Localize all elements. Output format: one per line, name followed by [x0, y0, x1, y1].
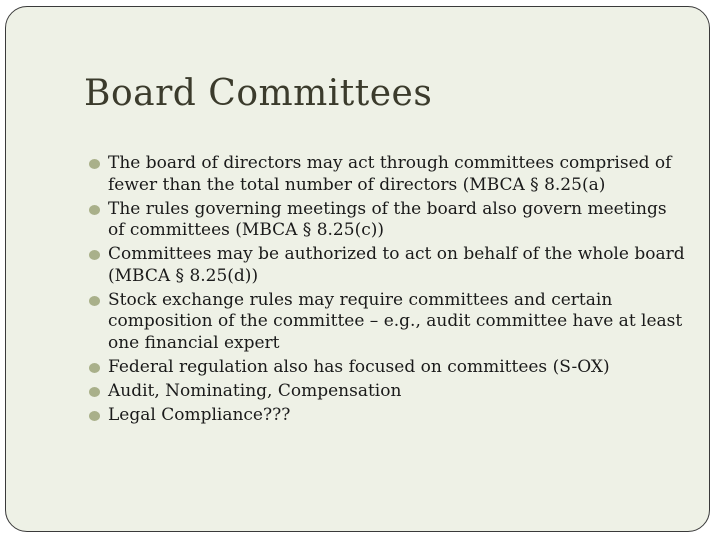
bullet-text: Stock exchange rules may require committees and certain composition of the committee – e.g., audit committee have at least one financial expert — [108, 289, 683, 353]
bullet-dot-icon — [89, 363, 100, 373]
bullet-dot-icon — [89, 159, 100, 169]
bullet-item — [88, 244, 688, 287]
slide — [5, 6, 710, 532]
bullet-dot-icon — [89, 387, 100, 397]
bullet-text: The rules governing meetings of the board also govern meetings of committees (MBCA § 8.25(c)) — [108, 198, 667, 240]
bullet-item — [88, 290, 688, 355]
bullet-list — [88, 153, 688, 429]
bullet-dot-icon — [89, 411, 100, 421]
bullet-item — [88, 199, 688, 242]
bullet-text: Federal regulation also has focused on committees (S-OX) — [108, 356, 610, 377]
bullet-item — [88, 405, 688, 427]
bullet-item — [88, 381, 688, 403]
bullet-text: The board of directors may act through committees comprised of fewer than the total number of directors (MBCA § 8.25(a) — [108, 153, 672, 195]
bullet-text: Legal Compliance??? — [108, 404, 291, 425]
bullet-text: Audit, Nominating, Compensation — [108, 380, 402, 401]
bullet-dot-icon — [89, 205, 100, 215]
bullet-text: Committees may be authorized to act on behalf of the whole board (MBCA § 8.25(d)) — [108, 244, 685, 286]
bullet-item — [88, 153, 688, 196]
slide-title: Board Committees — [84, 73, 433, 114]
bullet-item — [88, 357, 688, 379]
bullet-dot-icon — [89, 296, 100, 306]
bullet-dot-icon — [89, 250, 100, 260]
